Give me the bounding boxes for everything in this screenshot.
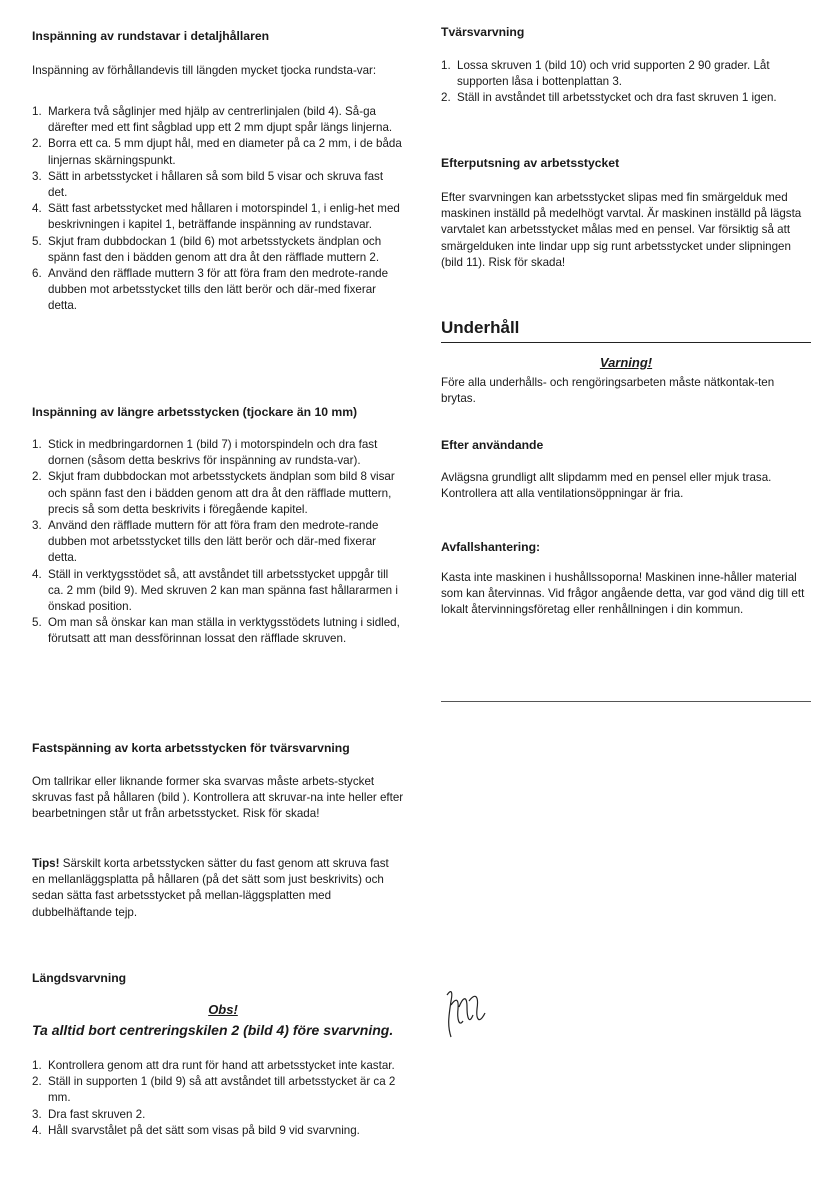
- list-item-number: 6.: [32, 267, 42, 281]
- list-item-text: Ställ in avståndet till arbetsstycket och dra fast skruven 1 igen.: [457, 91, 777, 105]
- list-item-number: 4.: [32, 1123, 42, 1137]
- list-item: [32, 469, 404, 518]
- list-rundstavar: [32, 104, 404, 315]
- heading-avfallshantering: Avfallshantering:: [441, 540, 541, 554]
- list-item: [32, 104, 404, 136]
- heading-efter-anvandande: Efter användande: [441, 438, 544, 452]
- list-item-number: 3.: [32, 519, 42, 533]
- para-underhall: Före alla underhålls- och rengöringsarbeten måste nätkontak-ten brytas.: [441, 376, 775, 406]
- list-item-text: Sätt in arbetsstycket i hållaren så som bild 5 visar och skruva fast det.: [48, 169, 384, 200]
- list-item: [32, 518, 404, 567]
- list-item-number: 1.: [32, 1059, 42, 1072]
- warning-label: Varning!: [599, 355, 653, 370]
- list-item: [32, 1074, 404, 1106]
- list-item-text: Skjut fram dubbdockan 1 (bild 6) mot arbetsstyckets ändplan och spänn fast den i bädden genom att dra åt den räfflade muttern 2.: [48, 234, 382, 264]
- list-item-number: 3.: [32, 1107, 42, 1121]
- list-item: [441, 90, 811, 106]
- list-item: [32, 266, 404, 315]
- list-item-number: 1.: [441, 59, 451, 72]
- list-item-number: 2.: [32, 137, 42, 151]
- divider-line: [441, 701, 811, 702]
- list-langdsvarvning: [32, 1058, 404, 1139]
- list-item: [32, 1058, 404, 1074]
- list-item-number: 1.: [32, 105, 42, 118]
- list-item-number: 3.: [32, 169, 42, 183]
- list-item-number: 2.: [441, 91, 451, 105]
- list-item-text: Skjut fram dubbdockan mot arbetsstyckets ändplan som bild 8 visar och spänn fast den i bädden genom att dra åt den räfflade muttern, precis så som detta beskrivits i föregående kapitel.: [48, 470, 395, 516]
- list-item-text: Markera två såglinjer med hjälp av centrerlinjalen (bild 4). Så-ga därefter med ett fint sågblad upp ett 2 mm djupt spår längs linjerna.: [48, 105, 393, 135]
- list-tvarsvarvning: [441, 58, 811, 107]
- list-item-text: Dra fast skruven 2.: [48, 1107, 146, 1121]
- list-item-text: Om man så önskar kan man ställa in verktygsstödets lutning i sidled, förutsatt att man dessförinnan lossat den räfflade skruven.: [48, 616, 400, 646]
- list-item-text: Ställ in supporten 1 (bild 9) så att avståndet till arbetsstycket är ca 2 mm.: [48, 1075, 396, 1105]
- list-item: [32, 567, 404, 616]
- list-item-text: Lossa skruven 1 (bild 10) och vrid supporten 2 90 grader. Låt supporten låsa i bottenplattan 3.: [457, 59, 770, 89]
- list-item-text: Använd den räfflade muttern för att föra fram den medrote-rande dubben mot arbetsstycket tills den lätt berör och där-med fixerar detta.: [48, 519, 379, 565]
- list-item-number: 1.: [32, 438, 42, 451]
- tip-text: Särskilt korta arbetsstycken sätter du fast genom att skruva fast en mellanläggsplatta på hållaren (på det sätt som just beskrivits) och sedan sätta fast arbetsstycket på mellan-läggsplatten med dubbelhäftande tejp.: [32, 857, 389, 919]
- list-item-number: 5.: [32, 616, 42, 630]
- tip-paragraph: [32, 856, 404, 921]
- list-item-number: 5.: [32, 234, 42, 248]
- heading-efterputsning: Efterputsning av arbetsstycket: [441, 156, 620, 170]
- list-item: [32, 136, 404, 168]
- para-avfallshantering: Kasta inte maskinen i hushållssoporna! Maskinen inne-håller material som kan återvinnas. Vid frågor angående detta, var god vänd dig till ett lokalt återvinningsföretag eller renhållningen i din kommun.: [441, 571, 805, 617]
- list-item-text: Ställ in verktygsstödet så, att avståndet till arbetsstycket uppgår till ca. 2 mm (bild 9). Med skruven 2 kan man spänna fast hållararmen i önskad position.: [48, 567, 398, 614]
- para-efter-anvandande: Avlägsna grundligt allt slipdamm med en pensel eller mjuk trasa. Kontrollera att alla ventilationsöppningar är fria.: [441, 471, 772, 501]
- list-item: [32, 169, 404, 201]
- list-item-text: Kontrollera genom att dra runt för hand att arbetsstycket inte kastar.: [48, 1059, 395, 1072]
- list-item-number: 4.: [32, 202, 42, 216]
- list-item-text: Sätt fast arbetsstycket med hållaren i motorspindel 1, i enlig-het med beskrivningen i kapitel 1, beträffande inspänning av rundstavar.: [48, 202, 400, 232]
- list-langre-arbetsstycken: [32, 437, 404, 648]
- list-item-number: 2.: [32, 1075, 42, 1089]
- list-item: [32, 437, 404, 469]
- list-item-number: 2.: [32, 470, 42, 484]
- list-item-text: Använd den räfflade muttern 3 för att föra fram den medrote-rande dubben mot arbetsstycket tills den lätt berör och där-med fixerar detta.: [48, 267, 389, 313]
- tip-label: Tips!: [32, 857, 60, 870]
- list-item: [32, 201, 404, 233]
- list-item-text: Borra ett ca. 5 mm djupt hål, med en diameter på ca 2 mm, i de båda linjernas skärningspunkt.: [48, 137, 402, 167]
- list-item-text: Håll svarvstålet på det sätt som visas på bild 9 vid svarvning.: [48, 1123, 360, 1137]
- heading-rundstavar: Inspänning av rundstavar i detaljhållaren: [32, 29, 270, 43]
- heading-langdsvarvning: Längdsvarvning: [32, 971, 127, 985]
- list-item: [32, 234, 404, 266]
- list-item-number: 4.: [32, 567, 42, 581]
- heading-tvarsvarvning: Tvärsvarvning: [441, 25, 525, 39]
- list-item: [32, 1123, 404, 1139]
- signature-mark: [441, 985, 491, 1045]
- intro-rundstavar: Inspänning av förhållandevis till längden mycket tjocka rundsta-var:: [32, 64, 377, 77]
- heading-langre-arbetsstycken: Inspänning av längre arbetsstycken (tjockare än 10 mm): [32, 405, 358, 419]
- para-fastspanning: Om tallrikar eller liknande former ska svarvas måste arbets-stycket skruvas fast på hållaren (bild ). Kontrollera att skruvar-na inte heller efter bearbetningen står ut från arbetsstycket. Risk för skada!: [32, 775, 404, 821]
- heading-underhall: Underhåll: [441, 318, 811, 343]
- obs-label: Obs!: [208, 1002, 238, 1017]
- obs-note: Ta alltid bort centreringskilen 2 (bild 4) före svarvning.: [32, 1022, 394, 1038]
- para-efterputsning: Efter svarvningen kan arbetsstycket slipas med fin smärgelduk med maskinen inställd på medelhögt varvtal. Är maskinen inställd på lägsta varvtalet kan arbetsstycket målas med en pensel. Var försiktig så att smärgelduken inte lindar upp sig runt arbetsstycket under slipningen (bild 11). Risk för skada!: [441, 191, 802, 269]
- list-item: [32, 615, 404, 647]
- heading-fastspanning: Fastspänning av korta arbetsstycken för tvärsvarvning: [32, 741, 350, 755]
- list-item: [32, 1107, 404, 1123]
- list-item: [441, 58, 811, 90]
- list-item-text: Stick in medbringardornen 1 (bild 7) i motorspindeln och dra fast dornen (såsom detta beskrivs för inspänning av rundsta-var).: [48, 438, 378, 468]
